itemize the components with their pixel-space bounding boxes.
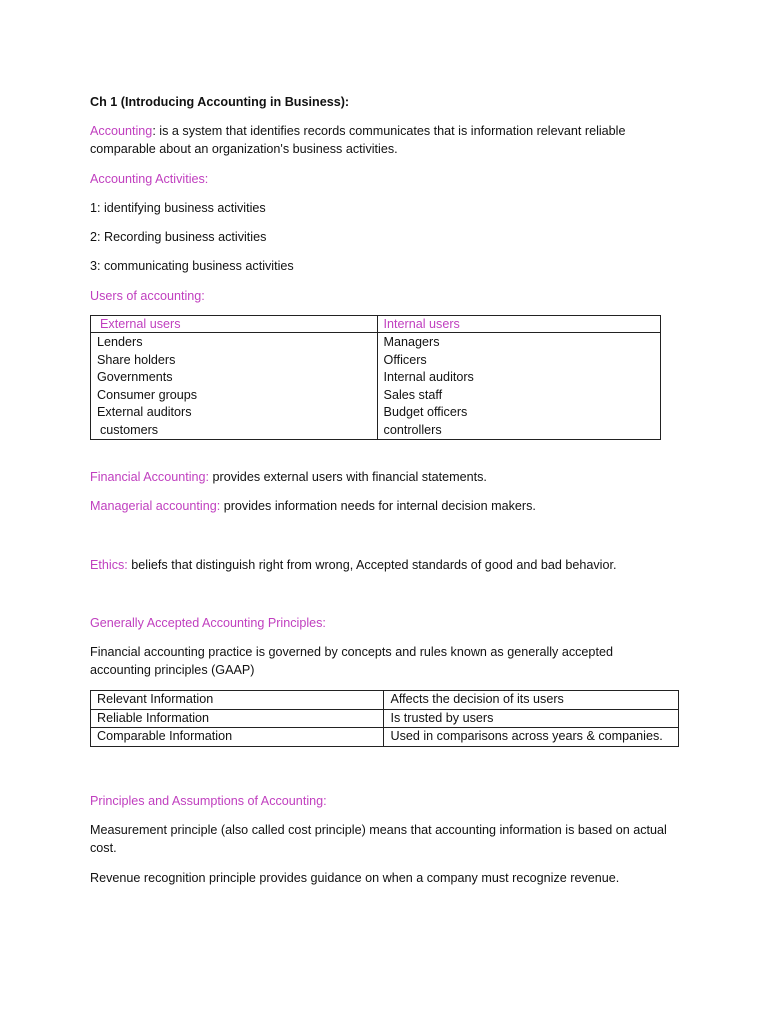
gaap-table [90, 690, 679, 747]
users-table [90, 315, 661, 440]
ethics-definition [90, 556, 675, 574]
gaap-term-cell: Reliable Information [91, 709, 384, 728]
ethics-term: Ethics: [90, 558, 128, 572]
external-user-item: Governments [97, 370, 173, 384]
revenue-recognition-principle: Revenue recognition principle provides guidance on when a company must recognize revenue. [90, 871, 620, 885]
users-heading: Users of accounting: [90, 289, 205, 303]
activity-item-3: 3: communicating business activities [90, 259, 294, 273]
activity-item-2: 2: Recording business activities [90, 230, 267, 244]
internal-users-header: Internal users [377, 316, 660, 333]
external-user-item: Lenders [97, 335, 143, 349]
accounting-term: Accounting [90, 124, 153, 138]
table-row [91, 728, 679, 747]
internal-user-item: Managers [383, 335, 440, 349]
managerial-text: provides information needs for internal decision makers. [220, 499, 536, 513]
gaap-text: Financial accounting practice is governed by concepts and rules known as generally accepted accounting principles (GAAP) [90, 645, 613, 677]
table-row [91, 691, 679, 710]
gaap-desc-cell: Is trusted by users [384, 709, 679, 728]
internal-user-item: Sales staff [383, 387, 443, 402]
managerial-term: Managerial accounting: [90, 499, 221, 513]
gaap-desc-cell: Used in comparisons across years & companies. [384, 728, 679, 747]
page-title: Ch 1 (Introducing Accounting in Business): [90, 95, 350, 109]
gaap-heading: Generally Accepted Accounting Principles: [90, 616, 326, 630]
gaap-term-cell: Relevant Information [91, 691, 384, 710]
internal-user-item: Officers [383, 352, 427, 367]
internal-users-cell [377, 333, 660, 440]
table-row [91, 709, 679, 728]
external-user-item: Consumer groups [97, 387, 198, 402]
gaap-term-cell: Comparable Information [91, 728, 384, 747]
financial-text: provides external users with financial statements. [209, 470, 487, 484]
external-user-item: Share holders [97, 352, 176, 367]
activity-item-1: 1: identifying business activities [90, 201, 266, 215]
ethics-text: beliefs that distinguish right from wrong, Accepted standards of good and bad behavior. [127, 558, 617, 572]
external-users-cell [91, 333, 378, 440]
accounting-definition [90, 122, 675, 158]
principles-heading: Principles and Assumptions of Accounting: [90, 794, 327, 808]
internal-user-item: controllers [383, 422, 442, 437]
internal-user-item: Budget officers [383, 405, 468, 419]
internal-user-item: Internal auditors [383, 370, 474, 384]
financial-accounting-definition [90, 468, 675, 486]
external-user-item: External auditors [97, 405, 192, 419]
financial-term: Financial Accounting: [90, 470, 210, 484]
gaap-desc-cell: Affects the decision of its users [384, 691, 679, 710]
accounting-text: : is a system that identifies records communicates that is information relevant reliable comparable about an organization's business activities. [90, 124, 626, 156]
measurement-principle: Measurement principle (also called cost principle) means that accounting information is based on actual cost. [90, 823, 667, 855]
managerial-accounting-definition [90, 497, 675, 515]
activities-heading: Accounting Activities: [90, 172, 209, 186]
external-users-header: External users [91, 316, 378, 333]
external-user-item: customers [100, 422, 159, 437]
